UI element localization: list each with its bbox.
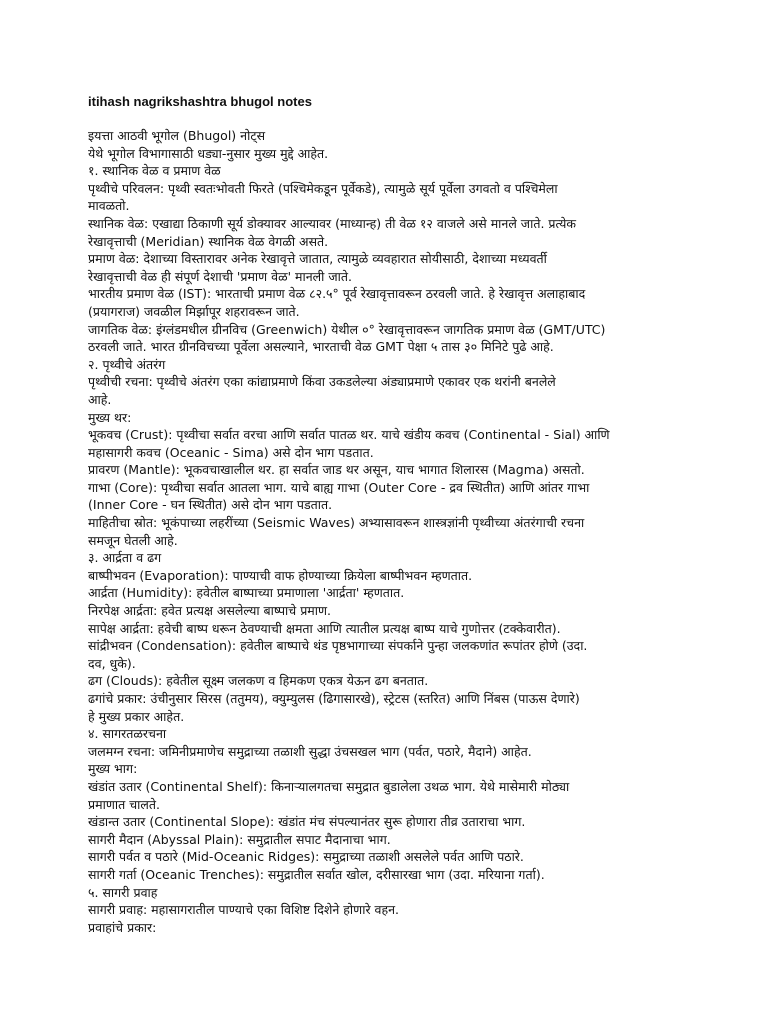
document-title: itihash nagrikshashtra bhugol notes [88,94,312,109]
text-line: पृथ्वीची रचना: पृथ्वीचे अंतरंग एका कांद्याप्रमाणे किंवा उकडलेल्या अंड्याप्रमाणे एकावर एक थरांनी बनलेले [88,374,556,390]
text-line: सागरी गर्ता (Oceanic Trenches): समुद्रातील सर्वात खोल, दरीसारखा भाग (उदा. मरियाना गर्ता). [88,866,545,882]
text-line: प्रवाहांचे प्रकार: [88,919,157,935]
text-line: सापेक्ष आर्द्रता: हवेची बाष्प धरून ठेवण्याची क्षमता आणि त्यातील प्रत्यक्ष बाष्प याचे गुणोत्तर (टक्केवारीत). [88,620,561,636]
text-line: सागरी मैदान (Abyssal Plain): समुद्रातील सपाट मैदानाचा भाग. [88,831,391,847]
text-line: रेखावृत्ताची वेळ ही संपूर्ण देशाची 'प्रमाण वेळ' मानली जाते. [88,268,352,284]
text-line: २. पृथ्वीचे अंतरंग [88,356,166,372]
text-line: सागरी पर्वत व पठारे (Mid-Oceanic Ridges): समुद्राच्या तळाशी असलेले पर्वत आणि पठारे. [88,849,524,865]
text-line: मुख्य थर: [88,409,132,425]
text-line: जागतिक वेळ: इंग्लंडमधील ग्रीनविच (Greenwich) येथील ०° रेखावृत्तावरून जागतिक प्रमाण वेळ (GMT/UTC) [88,321,606,337]
text-line: इयत्ता आठवी भूगोल (Bhugol) नोट्स [88,128,266,143]
text-line: ५. सागरी प्रवाह [88,884,158,900]
text-line: आर्द्रता (Humidity): हवेतील बाष्पाच्या प्रमाणाला 'आर्द्रता' म्हणतात. [88,585,405,601]
text-line: ढगांचे प्रकार: उंचीनुसार सिरस (ततुमय), क्युम्युलस (ढिगासारखे), स्ट्रेटस (स्तरित) आणि निंबस (पाऊस देणारे) [88,691,580,706]
text-line: १. स्थानिक वेळ व प्रमाण वेळ [88,163,221,179]
text-line: ३. आर्द्रता व ढग [88,550,162,566]
text-line: माहितीचा स्रोत: भूकंपाच्या लहरींच्या (Seismic Waves) अभ्यासावरून शास्त्रज्ञांनी पृथ्वीच्या अंतरंगाची रचना [88,515,585,531]
text-line: (प्रयागराज) जवळील मिर्झापूर शहरावरून जाते. [88,303,300,319]
text-line: सांद्रीभवन (Condensation): हवेतील बाष्पाचे थंड पृष्ठभागाच्या संपर्काने पुन्हा जलकणांत रूपांतर होणे (उदा. [88,638,588,654]
text-line: आहे. [88,391,112,407]
text-line: गाभा (Core): पृथ्वीचा सर्वात आतला भाग. याचे बाह्य गाभा (Outer Core - द्रव स्थितीत) आणि आंतर गाभा [88,479,590,495]
text-line: भूकवच (Crust): पृथ्वीचा सर्वात वरचा आणि सर्वात पातळ थर. याचे खंडीय कवच (Continental - Sial) आणि [88,427,610,443]
text-line: ठरवली जाते. भारत ग्रीनविचच्या पूर्वेला असल्याने, भारताची वेळ GMT पेक्षा ५ तास ३० मिनिटे पुढे आहे. [88,339,554,355]
text-line: दव, धुके). [88,655,136,671]
text-line: प्रावरण (Mantle): भूकवचाखालील थर. हा सर्वात जाड थर असून, याच भागात शिलारस (Magma) असतो. [88,462,585,478]
text-line: समजून घेतली आहे. [88,532,178,548]
text-line: बाष्पीभवन (Evaporation): पाण्याची वाफ होण्याच्या क्रियेला बाष्पीभवन म्हणतात. [88,567,473,583]
text-line: खंडान्त उतार (Continental Slope): खंडांत मंच संपल्यानंतर सुरू होणारा तीव्र उताराचा भाग. [88,814,526,830]
text-line: महासागरी कवच (Oceanic - Sima) असे दोन भाग पडतात. [88,444,374,460]
text-line: येथे भूगोल विभागासाठी धड्या-नुसार मुख्य मुद्दे आहेत. [88,145,329,161]
text-line: मावळतो. [88,198,130,214]
document-body [88,127,688,936]
text-line: खंडांत उतार (Continental Shelf): किनाऱ्यालगतचा समुद्रात बुडालेला उथळ भाग. येथे मासेमारी मोठ्या [88,778,570,794]
text-line: जलमग्न रचना: जमिनीप्रमाणेच समुद्राच्या तळाशी सुद्धा उंचसखल भाग (पर्वत, पठारे, मैदाने) आहेत. [88,743,532,759]
text-line: स्थानिक वेळ: एखाद्या ठिकाणी सूर्य डोक्यावर आल्यावर (माध्यान्ह) ती वेळ १२ वाजले असे मानले जाते. प्रत्येक [88,215,576,231]
text-line: पृथ्वीचे परिवलन: पृथ्वी स्वतःभोवती फिरते (पश्चिमेकडून पूर्वेकडे), त्यामुळे सूर्य पूर्वेला उगवतो व पश्चिमेला [88,180,558,196]
text-line: निरपेक्ष आर्द्रता: हवेत प्रत्यक्ष असलेल्या बाष्पाचे प्रमाण. [88,603,332,619]
text-line: ढग (Clouds): हवेतील सूक्ष्म जलकण व हिमकण एकत्र येऊन ढग बनतात. [88,673,429,689]
text-line: (Inner Core - घन स्थितीत) असे दोन भाग पडतात. [88,497,333,513]
text-line: ४. सागरतळरचना [88,726,167,742]
text-line: मुख्य भाग: [88,761,138,777]
text-line: रेखावृत्ताची (Meridian) स्थानिक वेळ वेगळी असते. [88,233,329,249]
text-line: प्रमाणात चालते. [88,796,160,812]
text-line: सागरी प्रवाह: महासागरातील पाण्याचे एका विशिष्ट दिशेने होणारे वहन. [88,902,400,918]
text-line: प्रमाण वेळ: देशाच्या विस्तारावर अनेक रेखावृत्ते जातात, त्यामुळे व्यवहारात सोयीसाठी, देशाच्या मध्यवर्ती [88,251,547,267]
text-line: हे मुख्य प्रकार आहेत. [88,708,185,724]
text-line: भारतीय प्रमाण वेळ (IST): भारताची प्रमाण वेळ ८२.५° पूर्व रेखावृत्तावरून ठरवली जाते. हे रेखावृत्त अलाहाबाद [88,286,586,302]
